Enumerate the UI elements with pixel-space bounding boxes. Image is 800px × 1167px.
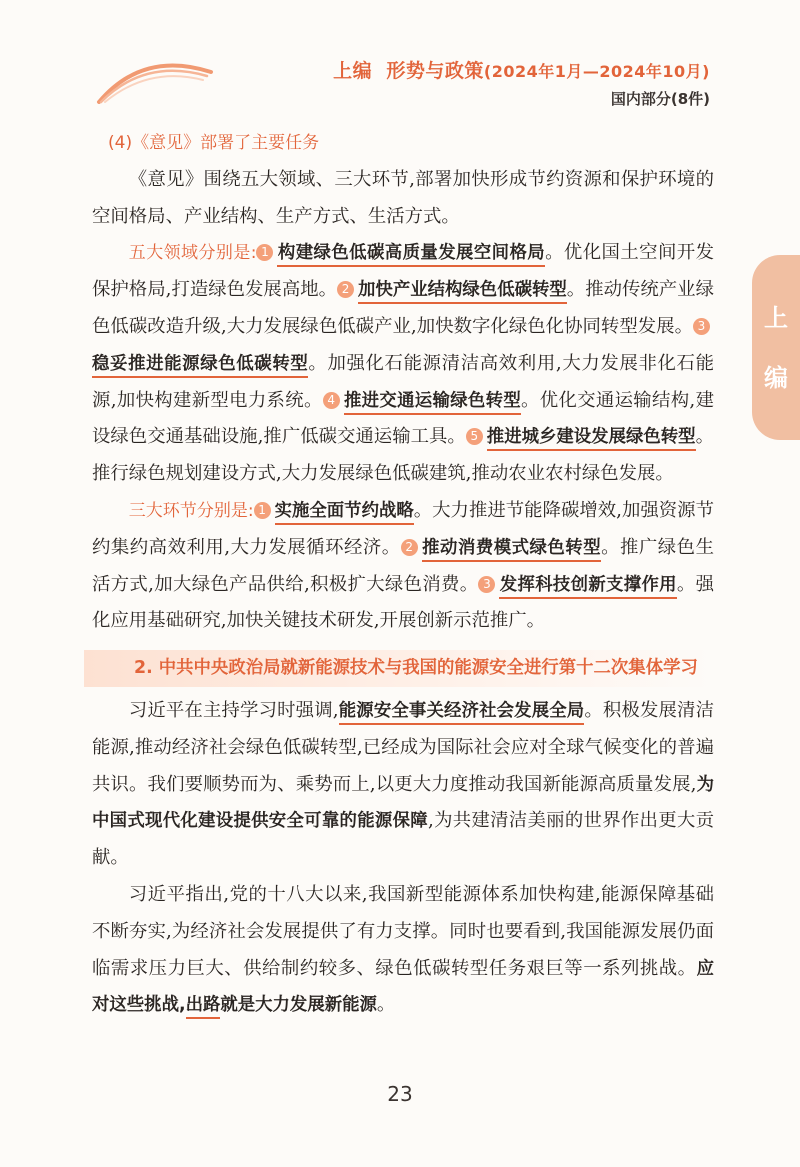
number-badge: 3 [478,576,495,593]
key-phrase: 出路 [186,995,221,1019]
body-text: 。优化国土空间开发保护格局,打造绿色发展高地。 [92,242,714,301]
section-2-paragraph-2 [92,877,714,1024]
section-2-paragraph-1 [92,693,714,877]
side-tab-char: 上 [764,303,788,332]
section-2-title: 2. 中共中央政治局就新能源技术与我国的能源安全进行第十二次集体学习 [134,658,698,679]
five-fields-paragraph [92,235,714,493]
header-part: 上编 [333,60,373,82]
page-content [92,125,714,1024]
bold-phrase: 就是大力发展新能源 [220,995,377,1016]
side-tab-char: 编 [764,363,788,392]
number-badge: 1 [254,502,271,519]
header-period: (2024年1月—2024年10月) [483,62,710,81]
key-phrase: 构建绿色低碳高质量发展空间格局 [277,243,545,267]
key-phrase: 稳妥推进能源绿色低碳转型 [92,354,308,378]
number-badge: 2 [401,539,418,556]
header-book-title: 形势与政策 [386,60,484,82]
body-text: 。强化应用基础研究,加快关键技术研发,开展创新示范推广。 [92,573,714,632]
key-phrase: 推进交通运输绿色转型 [344,391,521,415]
key-phrase: 加快产业结构绿色低碳转型 [358,280,567,304]
subheading: (4)《意见》部署了主要任务 [108,133,320,153]
number-badge: 2 [337,281,354,298]
body-text: 。 [376,994,396,1016]
body-text: 。推广绿色生活方式,加大绿色产品供给,积极扩大绿色消费。 [92,536,714,595]
five-fields-lead: 五大领域分别是: [128,243,257,264]
header-section: 国内部分(8件) [610,90,710,108]
key-phrase: 发挥科技创新支撑作用 [499,575,676,599]
key-phrase: 能源安全事关经济社会发展全局 [339,701,585,725]
bold-phrase: 为中国式现代化建设提供安全可靠的能源保障 [92,774,714,832]
body-text: 。大力推进节能降碳增效,加强资源节约集约高效利用,大力发展循环经济。 [92,499,714,558]
key-phrase: 推进城乡建设发展绿色转型 [487,427,696,451]
number-badge: 3 [693,318,710,335]
intro-paragraph: 《意见》围绕五大领域、三大环节,部署加快形成节约资源和保护环境的空间格局、产业结构、生产方式、生活方式。 [92,168,714,227]
side-tab [752,255,800,440]
body-text: ,为共建清洁美丽的世界作出更大贡献。 [92,810,714,869]
number-badge: 5 [466,428,483,445]
body-text: 。推动传统产业绿色低碳改造升级,大力发展绿色低碳产业,加快数字化绿色化协同转型发展。 [92,279,714,337]
header-arc-decoration [95,52,215,104]
body-text: 。优化交通运输结构,建设绿色交通基础设施,推广低碳交通运输工具。 [92,389,714,448]
three-links-paragraph [92,493,714,640]
header-title [333,56,710,83]
body-text: 。加强化石能源清洁高效利用,大力发展非化石能源,加快构建新型电力系统。 [92,352,714,411]
bold-phrase: 应对这些挑战, [92,958,714,1016]
number-badge: 1 [256,244,273,261]
body-text: 。积极发展清洁能源,推动经济社会绿色低碳转型,已经成为国际社会应对全球气候变化的普遍共识。我们要顺势而为、乘势而上,以更大力度推动我国新能源高质量发展, [92,699,714,795]
page-number: 23 [387,1082,413,1106]
key-phrase: 实施全面节约战略 [275,501,414,525]
body-text: 。推行绿色规划建设方式,大力发展绿色低碳建筑,推动农业农村绿色发展。 [92,426,714,485]
body-text: 习近平在主持学习时强调, [128,699,339,721]
section-2-heading [84,650,714,687]
body-text: 习近平指出,党的十八大以来,我国新型能源体系加快构建,能源保障基础不断夯实,为经济社会发展提供了有力支撑。同时也要看到,我国能源发展仍面临需求压力巨大、供给制约较多、绿色低碳转型任务艰巨等一系列挑战。 [92,883,714,979]
key-phrase: 推动消费模式绿色转型 [422,538,601,562]
number-badge: 4 [323,392,340,409]
three-links-lead: 三大环节分别是: [128,500,254,521]
